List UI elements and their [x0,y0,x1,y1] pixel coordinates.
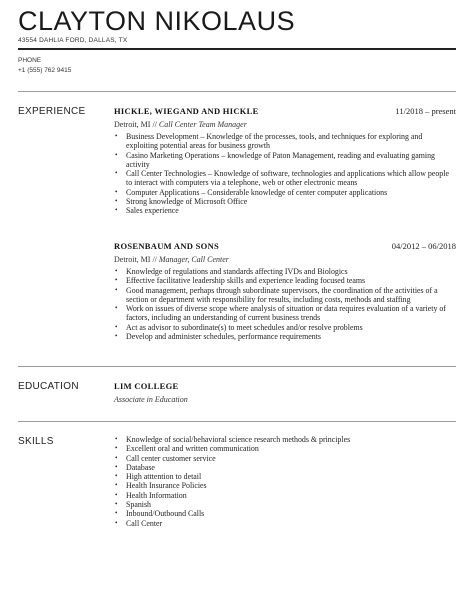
list-item: • Call Center Technologies – Knowledge of software, technologies and applications which allow people to interact with computers via a telephone, web or other electronic means [124,169,456,188]
list-item: • High atttention to detail [124,472,456,481]
address: 43554 DAHLIA FORD, DALLAS, TX [18,37,128,44]
header-divider [18,48,456,50]
job-bullets [114,267,456,341]
school-name: LIM COLLEGE [114,381,179,391]
job-entry [114,241,456,341]
list-item: • Knowledge of regulations and standards affecting IVDs and Biologics [124,267,456,276]
list-item: • Health Insurance Policies [124,481,456,490]
list-item: • Act as advisor to subordinate(s) to meet schedules and/or resolve problems [124,323,456,332]
section-divider [18,91,456,92]
section-title-education: EDUCATION [18,381,79,392]
list-item: • Computer Applications – Considerable knowledge of center computer applications [124,188,456,197]
employer-name: ROSENBAUM AND SONS [114,241,220,251]
list-item: • Call Center [124,519,456,528]
job-title: Call Center Team Manager [158,120,247,129]
section-title-experience: EXPERIENCE [18,106,86,117]
job-bullets [114,132,456,216]
job-location-title: Detroit, MI // Call Center Team Manager [114,120,247,129]
list-item: • Develop and administer schedules, performance requirements [124,332,456,341]
list-item: • Good management, perhaps through subordinate supervisors, the coordination of the activities of a section or department with responsibility for results, including costs, methods and staffing [124,286,456,305]
job-title: Manager, Call Center [158,255,229,264]
list-item: • Inbound/Outbound Calls [124,509,456,518]
job-entry [114,106,456,216]
list-item: • Excellent oral and written communication [124,444,456,453]
job-location-title: Detroit, MI // Manager, Call Center [114,255,229,264]
phone-number: +1 (555) 762 9415 [18,67,72,74]
employment-dates: 04/2012 – 06/2018 [391,241,456,251]
section-divider [18,366,456,367]
section-divider [18,421,456,422]
list-item: • Sales experience [124,206,456,215]
section-title-skills: SKILLS [18,436,54,447]
list-item: • Spanish [124,500,456,509]
list-item: • Knowledge of social/behavioral science research methods & principles [124,435,456,444]
list-item: • Casino Marketing Operations – knowledge of Paton Management, reading and evaluating gaming activity [124,151,456,170]
list-item: • Strong knowledge of Microsoft Office [124,197,456,206]
list-item: • Call center customer service [124,454,456,463]
employer-name: HICKLE, WIEGAND AND HICKLE [114,106,259,116]
skills-list-container [114,435,456,528]
list-item: • Business Development – Knowledge of the processes, tools, and techniques for exploring and exploiting potential areas for business growth [124,132,456,151]
candidate-name: CLAYTON NIKOLAUS [18,6,296,36]
degree: Associate in Education [114,395,188,404]
list-item: • Work on issues of diverse scope where analysis of situation or data requires evaluation of a variety of factors, including an understanding of current business trends [124,304,456,323]
list-item: • Database [124,463,456,472]
employment-dates: 11/2018 – present [395,106,456,116]
list-item: • Health Information [124,491,456,500]
education-entry [114,381,456,404]
skills-list [114,435,456,528]
phone-label: PHONE [18,57,42,64]
list-item: • Effective facilitative leadership skills and experience leading focused teams [124,276,456,285]
